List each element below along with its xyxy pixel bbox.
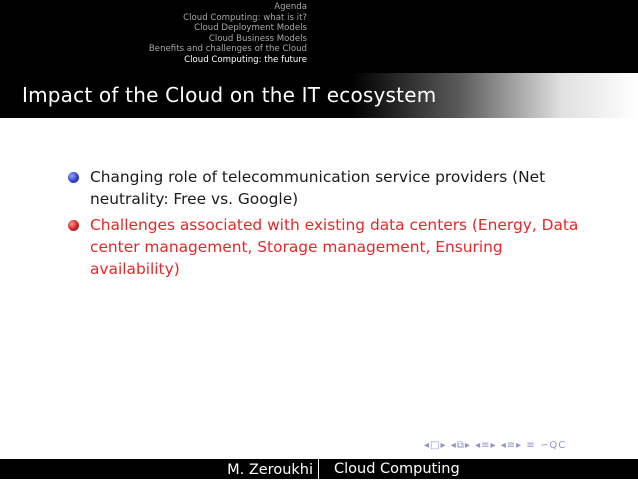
section-navigation xyxy=(0,2,307,65)
footer-title: Cloud Computing xyxy=(334,461,460,477)
footer-bar xyxy=(0,459,638,479)
section-forward-icon[interactable]: ▸ xyxy=(490,440,497,451)
zoom-icon[interactable]: Q xyxy=(549,440,559,451)
footer-author: M. Zeroukhi xyxy=(227,462,313,478)
list-item-text: Changing role of telecommunication service providers (Net neutrality: Free vs. Google) xyxy=(90,168,546,208)
beamer-navigation-symbols xyxy=(424,440,566,451)
footer-author-box xyxy=(0,459,319,479)
header-bar xyxy=(0,0,638,73)
section-forward-icon[interactable]: ▸ xyxy=(516,440,523,451)
fullscreen-icon[interactable]: C xyxy=(558,440,567,451)
nav-section-agenda[interactable]: Agenda xyxy=(274,2,307,12)
frame-icon[interactable]: □ xyxy=(430,440,441,451)
subsection-forward-icon[interactable]: ▸ xyxy=(464,440,471,451)
frame-forward-icon[interactable]: ▸ xyxy=(440,440,447,451)
subsection-back-icon[interactable]: ◂ xyxy=(450,440,457,451)
section-back-icon[interactable]: ◂ xyxy=(475,440,482,451)
slide-title: Impact of the Cloud on the IT ecosystem xyxy=(22,83,437,107)
bullet-list xyxy=(66,166,586,284)
list-item-highlighted xyxy=(66,214,586,280)
section-icon[interactable]: ≡ xyxy=(506,440,517,451)
frame-title-bar xyxy=(0,73,638,118)
section-back-icon[interactable]: ◂ xyxy=(500,440,507,451)
nav-section-future[interactable]: Cloud Computing: the future xyxy=(184,54,307,65)
search-icon[interactable]: ∽ xyxy=(539,440,550,451)
list-item xyxy=(66,166,586,210)
align-icon[interactable]: ≡ xyxy=(526,440,536,451)
nav-section-what-is-it[interactable]: Cloud Computing: what is it? xyxy=(183,12,307,23)
bullet-icon xyxy=(68,172,79,183)
bullet-icon xyxy=(68,220,79,231)
nav-section-business-models[interactable]: Cloud Business Models xyxy=(208,33,307,44)
section-icon[interactable]: ≡ xyxy=(481,440,491,451)
frame-back-icon[interactable]: ◂ xyxy=(424,440,431,451)
nav-section-benefits-challenges[interactable]: Benefits and challenges of the Cloud xyxy=(148,44,307,54)
subsection-icon[interactable]: ⧉ xyxy=(456,440,465,451)
nav-section-deployment-models[interactable]: Cloud Deployment Models xyxy=(194,23,307,33)
list-item-text: Challenges associated with existing data centers (Energy, Data center management, Storage management, Ensuring availability) xyxy=(90,216,579,278)
footer-title-box xyxy=(319,459,638,479)
